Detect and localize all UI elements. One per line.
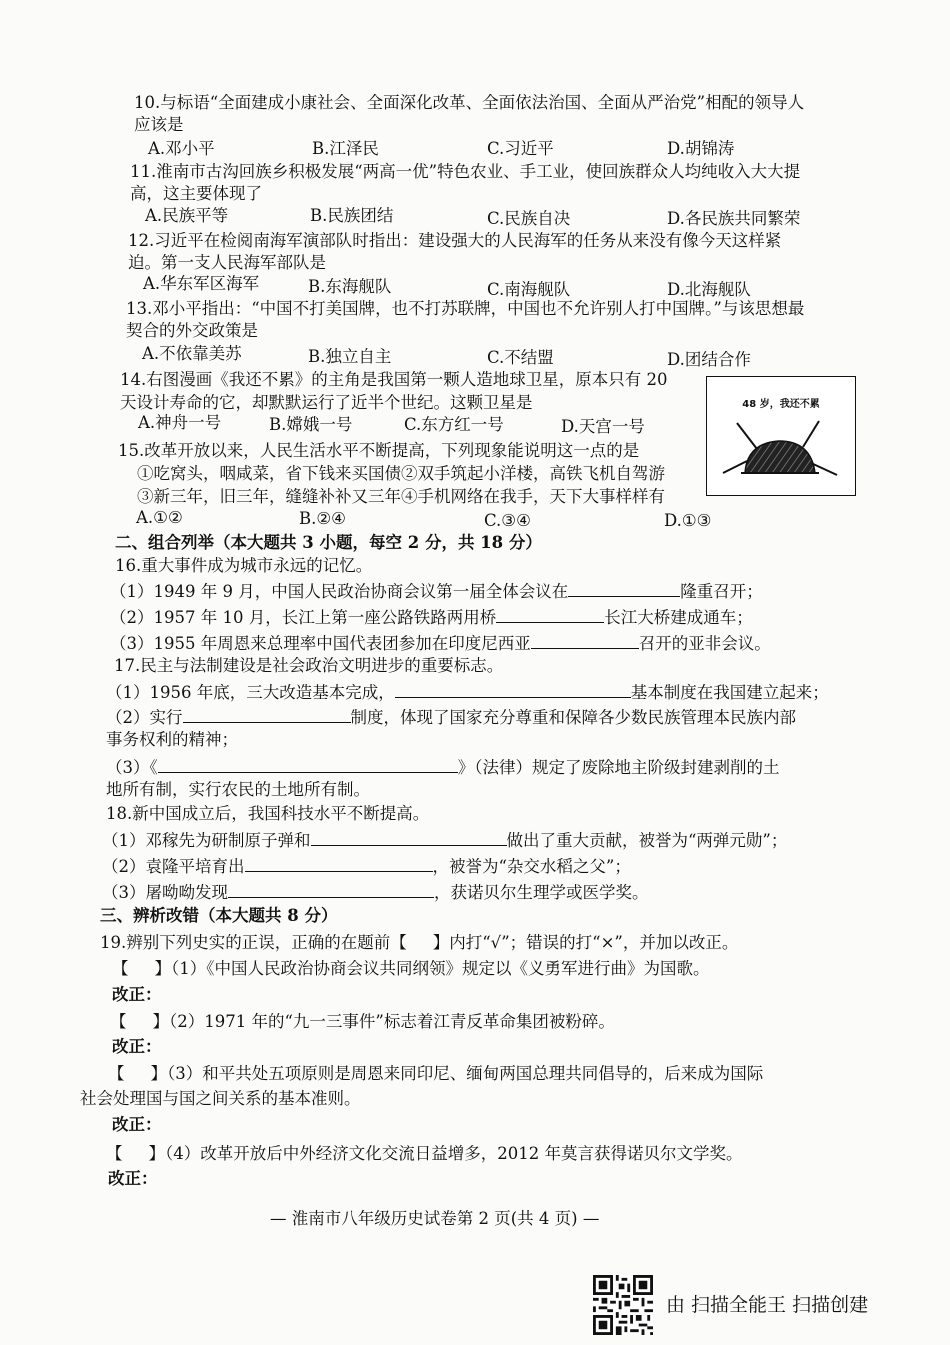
q18-item-3-post: ，获诺贝尔生理学或医学奖。 (434, 883, 649, 902)
q16-item-1-post: 隆重召开； (680, 582, 763, 601)
q14-stem-line2: 天设计寿命的它，却默默运行了近半个世纪。这颗卫星是 (120, 393, 533, 412)
q10-option-a: A.邓小平 (148, 139, 215, 158)
q14-option-c: C.东方红一号 (404, 415, 504, 434)
q10-option-c: C.习近平 (487, 139, 554, 158)
q19-title-pre: 19.辨别下列史实的正误，正确的在题前【 (100, 933, 407, 952)
q16-item-2 (110, 606, 753, 629)
q13-option-c: C.不结盟 (487, 348, 554, 367)
scanner-watermark-text: 由 扫描全能王 扫描创建 (666, 1294, 869, 1316)
qr-code-icon (593, 1275, 653, 1335)
q18-item-3-pre: （3）屠呦呦发现 (102, 883, 228, 902)
q14-option-d: D.天宫一号 (561, 417, 645, 436)
q19-item-4 (106, 1143, 742, 1165)
q10-option-b: B.江泽民 (312, 139, 379, 158)
q18-item-1 (102, 829, 787, 852)
q19-fix-label-3: 改正： (112, 1115, 162, 1134)
q18-blank-3[interactable] (228, 881, 434, 898)
q17-item-2-line2: 事务权利的精神； (106, 730, 238, 749)
q15-statement-line1: ①吃窝头，咽咸菜，省下钱来买国债②双手筑起小洋楼，高铁飞机自驾游 (137, 464, 665, 483)
q19-item-3 (108, 1063, 763, 1085)
q15-option-a: A.①② (136, 508, 183, 527)
satellite-icon (707, 377, 855, 495)
q19-item-1 (112, 958, 710, 980)
q18-blank-1[interactable] (311, 829, 507, 846)
q11-option-c: C.民族自决 (487, 209, 571, 228)
q18-blank-2[interactable] (245, 855, 433, 872)
q18-item-2-post: ，被誉为“杂交水稻之父”； (432, 857, 631, 876)
q18-item-3 (102, 881, 649, 904)
figure-caption: 48 岁，我还不累 (742, 399, 820, 410)
q15-option-c: C.③④ (484, 511, 531, 530)
page-footer: — 淮南市八年级历史试卷第 2 页(共 4 页) — (270, 1209, 600, 1228)
q17-item-3-line2: 地所有制，实行农民的土地所有制。 (106, 780, 370, 799)
q16-title: 16.重大事件成为城市永远的记忆。 (115, 556, 373, 575)
q19-item-3-text: 】（3）和平共处五项原则是周恩来同印尼、缅甸两国总理共同倡导的，后来成为国际 (150, 1064, 764, 1083)
q10-stem-line1: 10.与标语“全面建成小康社会、全面深化改革、全面依法治国、全面从严治党”相配的领导人 (134, 93, 805, 112)
q14-option-a: A.神舟一号 (138, 413, 222, 432)
q13-option-d: D.团结合作 (667, 350, 751, 369)
q16-item-1-pre: （1）1949 年 9 月，中国人民政治协商会议第一届全体会议在 (110, 582, 569, 601)
q18-item-1-post: 做出了重大贡献，被誉为“两弹元勋”； (506, 831, 788, 850)
q17-item-1-post: 基本制度在我国建立起来； (630, 683, 829, 702)
q16-blank-1[interactable] (568, 580, 680, 597)
q15-option-b: B.②④ (299, 509, 346, 528)
q14-stem-line1: 14.右图漫画《我还不累》的主角是我国第一颗人造地球卫星，原本只有 20 (120, 370, 668, 389)
q17-item-2 (106, 706, 796, 729)
q15-stem-line1: 15.改革开放以来，人民生活水平不断提高，下列现象能说明这一点的是 (118, 441, 640, 460)
q12-option-c: C.南海舰队 (487, 280, 571, 299)
q19-fix-label-2: 改正： (112, 1037, 162, 1056)
q13-option-b: B.独立自主 (308, 347, 392, 366)
q10-stem-line2: 应该是 (134, 115, 184, 134)
q17-blank-3[interactable] (158, 756, 458, 773)
q10-option-d: D.胡锦涛 (667, 139, 735, 158)
q18-item-2 (102, 855, 631, 878)
q18-title: 18.新中国成立后，我国科技水平不断提高。 (106, 804, 430, 823)
q11-option-a: A.民族平等 (145, 206, 229, 225)
q17-blank-2[interactable] (183, 706, 351, 723)
q12-option-b: B.东海舰队 (308, 277, 392, 296)
q16-item-1 (110, 580, 763, 603)
q16-blank-3[interactable] (531, 632, 639, 649)
q16-item-3-post: 召开的亚非会议。 (638, 634, 771, 653)
q19-item-2-text: 】（2）1971 年的“九一三事件”标志着江青反革命集团被粉碎。 (152, 1012, 615, 1031)
q16-item-3 (110, 632, 771, 655)
q12-option-d: D.北海舰队 (667, 280, 751, 299)
q11-option-d: D.各民族共同繁荣 (667, 209, 801, 228)
q14-option-b: B.嫦娥一号 (269, 415, 353, 434)
q19-title-post: 】内打“√”；错误的打“×”，并加以改正。 (432, 933, 739, 952)
q15-statement-line2: ③新三年，旧三年，缝缝补补又三年④手机网络在我手，天下大事样样有 (137, 487, 665, 506)
section-3-heading: 三、辨析改错（本大题共 8 分） (100, 906, 338, 925)
q18-item-2-pre: （2）袁隆平培育出 (102, 857, 245, 876)
q19-fix-label-1: 改正： (112, 985, 162, 1004)
q19-fix-label-4: 改正： (108, 1169, 158, 1188)
q11-stem-line2: 高，这主要体现了 (130, 184, 262, 203)
q13-option-a: A.不依靠美苏 (142, 344, 242, 363)
q16-item-2-pre: （2）1957 年 10 月，长江上第一座公路铁路两用桥 (110, 608, 497, 627)
q17-item-1 (106, 681, 829, 704)
q17-item-3-pre: （3）《 (106, 758, 158, 777)
q17-item-1-pre: （1）1956 年底，三大改造基本完成， (106, 683, 395, 702)
q16-item-3-pre: （3）1955 年周恩来总理率中国代表团参加在印度尼西亚 (110, 634, 531, 653)
q19-bracket-4[interactable]: 【 (106, 1144, 123, 1163)
q16-item-2-post: 长江大桥建成通车； (604, 608, 753, 627)
q13-stem-line2: 契合的外交政策是 (126, 321, 258, 340)
q19-item-3-line2: 社会处理国与国之间关系的基本准则。 (80, 1089, 361, 1108)
q15-option-d: D.①③ (664, 511, 712, 530)
q19-item-1-text: 】（1）《中国人民政治协商会议共同纲领》规定以《义勇军进行曲》为国歌。 (154, 959, 710, 978)
q17-title: 17.民主与法制建设是社会政治文明进步的重要标志。 (114, 656, 504, 675)
q19-title (100, 932, 738, 954)
q19-bracket-3[interactable]: 【 (108, 1064, 125, 1083)
q17-item-2-pre: （2）实行 (106, 708, 183, 727)
satellite-cartoon-figure (706, 376, 856, 496)
q12-option-a: A.华东军区海军 (143, 274, 260, 293)
q17-item-2-post: 制度，体现了国家充分尊重和保障各少数民族管理本民族内部 (350, 708, 796, 727)
q17-item-3-post: 》（法律）规定了废除地主阶级封建剥削的土 (457, 758, 780, 777)
q19-item-4-text: 】（4）改革开放后中外经济文化交流日益增多，2012 年莫言获得诺贝尔文学奖。 (148, 1144, 743, 1163)
q11-stem-line1: 11.淮南市古沟回族乡积极发展“两高一优”特色农业、手工业，使回族群众人均纯收入大大提 (130, 162, 801, 181)
q18-item-1-pre: （1）邓稼先为研制原子弹和 (102, 831, 311, 850)
q16-blank-2[interactable] (496, 606, 604, 623)
q12-stem-line1: 12.习近平在检阅南海军演部队时指出：建设强大的人民海军的任务从来没有像今天这样紧 (128, 231, 782, 250)
q17-blank-1[interactable] (395, 681, 631, 698)
q12-stem-line2: 迫。第一支人民海军部队是 (128, 253, 326, 272)
q19-bracket-1[interactable]: 【 (112, 959, 129, 978)
q17-item-3 (106, 756, 780, 779)
q19-item-2 (110, 1011, 615, 1033)
q11-option-b: B.民族团结 (310, 206, 394, 225)
q13-stem-line1: 13.邓小平指出：“中国不打美国牌，也不打苏联牌，中国也不允许别人打中国牌。”与该思想最 (126, 299, 805, 318)
q19-bracket-2[interactable]: 【 (110, 1012, 127, 1031)
section-2-heading: 二、组合列举（本大题共 3 小题，每空 2 分，共 18 分） (115, 533, 542, 552)
